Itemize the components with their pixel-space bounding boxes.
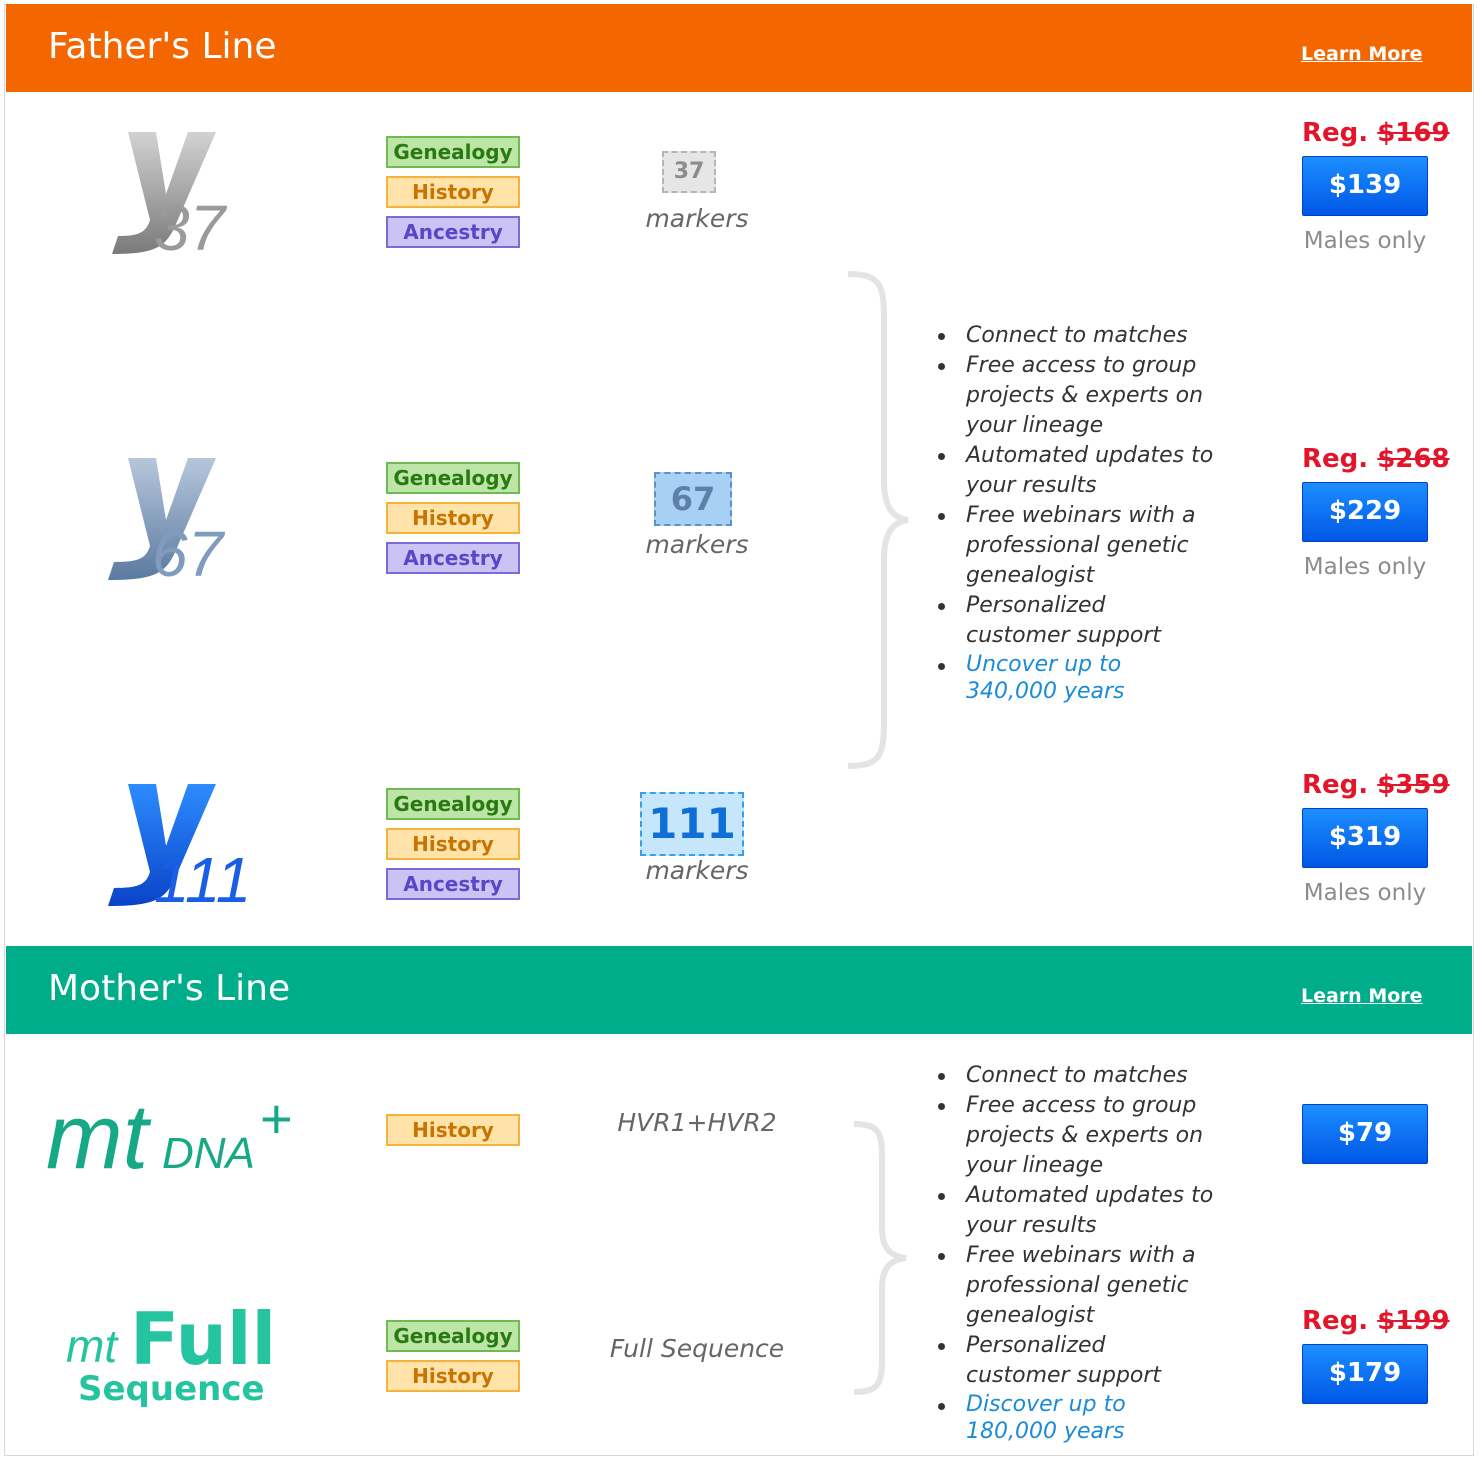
benefit-item: Connect to matches (936, 1061, 1216, 1091)
svg-text:111: 111 (154, 844, 252, 916)
markers-label: markers (645, 856, 749, 885)
regular-label: Reg. (1302, 770, 1369, 800)
old-price: $199 (1377, 1306, 1450, 1336)
benefit-item-highlight: Discover up to 180,000 years (936, 1391, 1216, 1445)
eligibility-note: Males only (1303, 228, 1427, 254)
tag-genealogy: Genealogy (386, 788, 520, 820)
svg-text:Sequence: Sequence (78, 1369, 265, 1409)
tag-history: History (386, 828, 520, 860)
fathers-line-header (6, 4, 1472, 92)
benefit-item: Personalized customer support (936, 1331, 1216, 1391)
y37-logo (100, 124, 250, 268)
grouping-brace (850, 1120, 916, 1404)
product-coverage-label: HVR1+HVR2 (617, 1108, 777, 1137)
svg-text:DNA: DNA (162, 1129, 255, 1178)
markers-label: markers (645, 530, 749, 559)
eligibility-note: Males only (1303, 554, 1427, 580)
svg-text:37: 37 (154, 192, 226, 264)
benefit-item: Free webinars with a professional genetic genealogist (936, 1241, 1216, 1331)
svg-text:mt: mt (66, 1320, 118, 1372)
benefits-list (936, 1061, 1216, 1445)
tag-history: History (386, 1360, 520, 1392)
product-coverage-label: Full Sequence (609, 1334, 785, 1363)
y111-logo (100, 776, 250, 920)
section-title: Mother's Line (48, 968, 291, 1009)
markers-count-badge: 111 (640, 792, 744, 856)
benefit-item: Personalized customer support (936, 591, 1216, 651)
tag-ancestry: Ancestry (386, 868, 520, 900)
markers-count-badge: 67 (654, 472, 732, 526)
tag-genealogy: Genealogy (386, 462, 520, 494)
regular-price (1302, 118, 1450, 148)
old-price: $359 (1377, 770, 1450, 800)
tag-history: History (386, 176, 520, 208)
svg-text:67: 67 (152, 518, 224, 590)
svg-text:Full: Full (130, 1297, 277, 1381)
tag-genealogy: Genealogy (386, 136, 520, 168)
buy-button[interactable]: $79 (1302, 1104, 1428, 1164)
regular-price (1302, 770, 1450, 800)
old-price: $268 (1377, 444, 1450, 474)
benefit-item: Automated updates to your results (936, 441, 1216, 501)
benefit-item: Free webinars with a professional genetic genealogist (936, 501, 1216, 591)
y67-logo (100, 450, 250, 594)
regular-label: Reg. (1302, 118, 1369, 148)
buy-button[interactable]: $139 (1302, 156, 1428, 216)
mtfull-sequence-logo (64, 1296, 294, 1420)
markers-count-badge: 37 (662, 151, 716, 193)
eligibility-note: Males only (1303, 880, 1427, 906)
markers-label: markers (645, 204, 749, 233)
regular-label: Reg. (1302, 444, 1369, 474)
benefit-item: Connect to matches (936, 321, 1216, 351)
benefit-item: Automated updates to your results (936, 1181, 1216, 1241)
mothers-line-header (6, 946, 1472, 1034)
tag-ancestry: Ancestry (386, 542, 520, 574)
buy-button[interactable]: $319 (1302, 808, 1428, 868)
learn-more-link[interactable]: Learn More (1301, 985, 1423, 1007)
regular-price (1302, 1306, 1450, 1336)
regular-label: Reg. (1302, 1306, 1369, 1336)
section-title: Father's Line (48, 26, 277, 67)
benefit-item-highlight: Uncover up to 340,000 years (936, 651, 1216, 705)
benefit-item: Free access to group projects & experts on your lineage (936, 1091, 1216, 1181)
tag-ancestry: Ancestry (386, 216, 520, 248)
benefit-item: Free access to group projects & experts on your lineage (936, 351, 1216, 441)
svg-text:mt: mt (46, 1086, 149, 1188)
grouping-brace (844, 270, 916, 774)
regular-price (1302, 444, 1450, 474)
tag-genealogy: Genealogy (386, 1320, 520, 1352)
buy-button[interactable]: $229 (1302, 482, 1428, 542)
tag-history: History (386, 1114, 520, 1146)
svg-text:+: + (260, 1087, 293, 1150)
benefits-list (936, 321, 1216, 705)
old-price: $169 (1377, 118, 1450, 148)
buy-button[interactable]: $179 (1302, 1344, 1428, 1404)
mtdna-plus-logo (44, 1086, 314, 1190)
learn-more-link[interactable]: Learn More (1301, 43, 1423, 65)
tag-history: History (386, 502, 520, 534)
